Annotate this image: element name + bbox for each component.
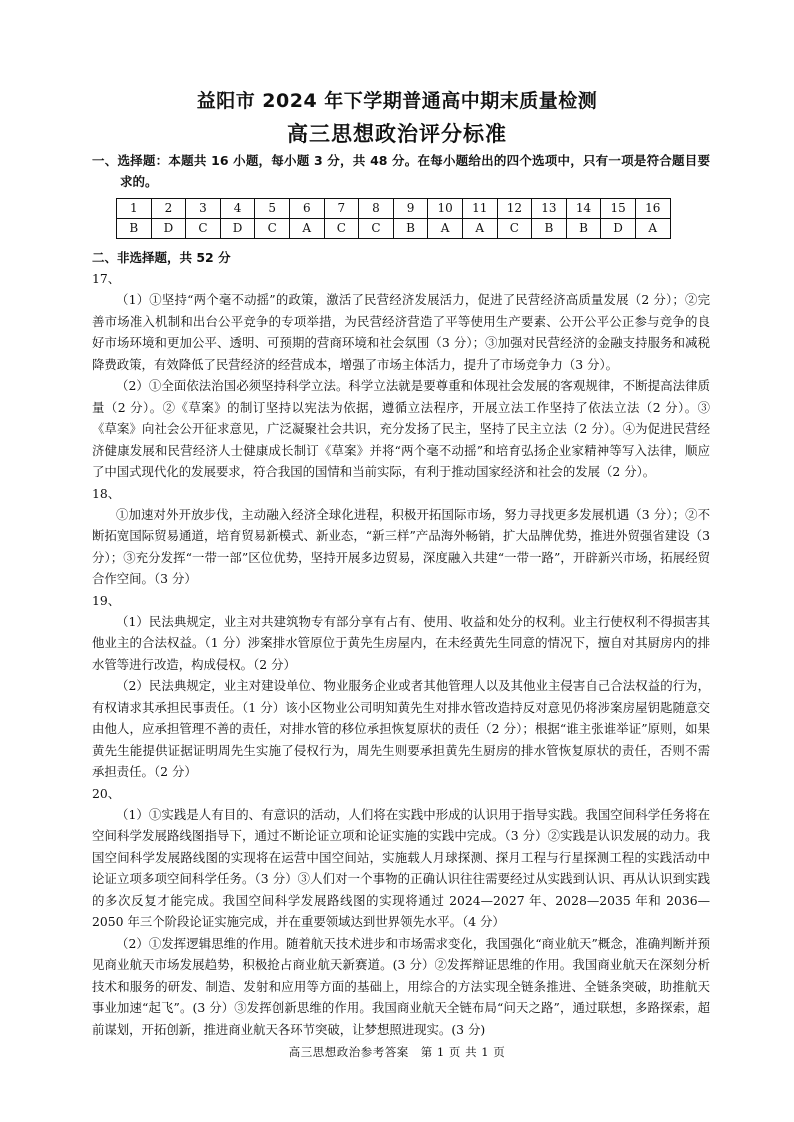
question-number-row [117, 199, 671, 219]
question-number-cell: 13 [532, 199, 567, 219]
question-number: 17、 [92, 271, 121, 286]
answer-cell: A [428, 219, 463, 239]
question-number: 18、 [92, 485, 121, 501]
question-number-cell: 10 [428, 199, 463, 219]
question-number-cell: 15 [601, 199, 636, 219]
questions-list [92, 268, 710, 1040]
answer-paragraph: （2）①发挥逻辑思维的作用。随着航天技术进步和市场需求变化，我国强化“商业航天”概念，准确判断并预见商业航天市场发展趋势，积极抢占商业航天新赛道。(3 分）②发挥辩证思维的作用。我国商业航天在深刻分析技术和服务的研发、制造、发射和应用等方面的基础上，用综合的方法实现全链条推进、全链条突破，助推航天事业加速“起飞”。(3 分）③发挥创新思维的作用。我国商业航天全链布局“问天之路”，通过联想，多路探索，超前谋划，开拓创新，推进商业航天各环节突破，让梦想照进现实。(3 分) [92, 935, 710, 1037]
answer-cell: C [359, 219, 394, 239]
question-number-cell: 12 [497, 199, 532, 219]
answer-cell: B [393, 219, 428, 239]
answer-paragraph: （2）①全面依法治国必须坚持科学立法。科学立法就是要尊重和体现社会发展的客观规律，不断提高法律质量（2 分）。②《草案》的制订坚持以宪法为依据，遵循立法程序，开展立法工作坚持了依法立法（2 分）。③《草案》向社会公开征求意见，广泛凝聚社会共识，充分发扬了民主，坚持了民主立法（2 分）。④为促进民营经济健康发展和民营经济人士健康成长制订《草案》并将“两个毫不动摇”和培育弘扬企业家精神等写入法律，顺应了中国式现代化的发展要求，符合我国的国情和当前实际，有利于推动国家经济和社会的发展（2 分）。 [92, 378, 710, 479]
document-subtitle: 高三思想政治评分标准 [287, 122, 507, 146]
answer-cell: A [635, 219, 670, 239]
question-number-cell: 4 [220, 199, 255, 219]
answer-cell: C [324, 219, 359, 239]
question-number-cell: 5 [255, 199, 290, 219]
document-title: 益阳市 2024 年下学期普通高中期末质量检测 [196, 90, 598, 112]
answer-cell: C [255, 219, 290, 239]
question-number-cell: 7 [324, 199, 359, 219]
section2-title: 二、非选择题，共 52 分 [92, 250, 231, 265]
answer-cell: A [462, 219, 497, 239]
answer-paragraph: ①加速对外开放步伐，主动融入经济全球化进程，积极开拓国际市场，努力寻找更多发展机遇（3 分）；②不断拓宽国际贸易通道，培育贸易新模式、新业态，“新三样”产品海外畅销，扩大品牌优势，推进外贸强省建设（3 分）；③充分发挥“一带一部”区位优势，坚持开展多边贸易，深度融入共建“一带一路”，开辟新兴市场，拓展经贸合作空间。（3 分） [92, 506, 710, 586]
section1-title: 一、选择题：本题共 16 小题，每小题 3 分，共 48 分。在每小题给出的四个选项中，只有一项是符合题目要求的。 [92, 153, 710, 189]
answer-cell: D [601, 219, 636, 239]
answer-cell: D [220, 219, 255, 239]
question-number-cell: 8 [359, 199, 394, 219]
question-number-cell: 11 [462, 199, 497, 219]
answer-cell: A [289, 219, 324, 239]
question-block [92, 483, 710, 590]
question-number-cell: 2 [151, 199, 186, 219]
answer-cell: B [117, 219, 152, 239]
answer-row [117, 219, 671, 239]
question-number-cell: 16 [635, 199, 670, 219]
answer-paragraph: （1）民法典规定，业主对共建筑物专有部分享有占有、使用、收益和处分的权利。业主行使权利不得损害其他业主的合法权益。（1 分）涉案排水管原位于黄先生房屋内，在未经黄先生同意的情况下，擅自对其厨房内的排水管等进行改造，构成侵权。（2 分） [92, 613, 710, 672]
question-number: 19、 [92, 592, 121, 608]
answer-cell: B [532, 219, 567, 239]
question-number-cell: 3 [186, 199, 221, 219]
question-number-cell: 9 [393, 199, 428, 219]
question-number-cell: 14 [566, 199, 601, 219]
question-block [92, 783, 710, 1041]
answer-table [116, 198, 671, 239]
answer-cell: C [186, 219, 221, 239]
question-number-cell: 6 [289, 199, 324, 219]
answer-cell: B [566, 219, 601, 239]
question-number-cell: 1 [117, 199, 152, 219]
question-number: 20、 [92, 785, 121, 801]
answer-paragraph: （1）①实践是人有目的、有意识的活动，人们将在实践中形成的认识用于指导实践。我国空间科学任务将在空间科学发展路线图指导下，通过不断论证立项和论证实施的实践中完成。（3 分）②实践是认识发展的动力。我国空间科学发展路线图的实现将在运营中国空间站，实施载人月球探测、探月工程与行星探测工程的实践活动中论证立项多项空间科学任务。（3 分）③人们对一个事物的正确认识往往需要经过从实践到认识、再从认识到实践的多次反复才能完成。我国空间科学发展路线图的实现将通过 2024—2027 年、2028—2035 年和 2036—2050 年三个阶段论证实施完成，并在重要领域达到世界领先水平。（4 分） [92, 806, 710, 929]
answer-cell: C [497, 219, 532, 239]
answer-paragraph: （1）①坚持“两个毫不动摇”的政策，激活了民营经济发展活力，促进了民营经济高质量发展（2 分）；②完善市场准入机制和出台公平竞争的专项举措，为民营经济营造了平等使用生产要素、公开公平公正参与竞争的良好市场环境和更加公平、透明、可预期的营商环境和社会氛围（3 分）；③加强对民营经济的金融支持服务和减税降费政策，有效降低了民营经济的经营成本，增强了市场主体活力，提升了市场竞争力（3 分）。 [92, 292, 710, 372]
main-content [92, 150, 710, 1040]
answer-paragraph: （2）民法典规定，业主对建设单位、物业服务企业或者其他管理人以及其他业主侵害自己合法权益的行为，有权请求其承担民事责任。（1 分）该小区物业公司明知黄先生对排水管改造持反对意见仍将涉案房屋钥匙随意交由他人，应承担管理不善的责任，对排水管的移位承担恢复原状的责任（2 分）；根据“谁主张谁举证”原则，如果黄先生能提供证据证明周先生实施了侵权行为，周先生则要承担黄先生厨房的排水管恢复原状的责任，否则不需承担责任。（2 分） [92, 678, 710, 779]
question-block [92, 268, 710, 483]
question-block [92, 590, 710, 783]
page-footer: 高三思想政治参考答案 第 1 页 共 1 页 [288, 1045, 506, 1059]
answer-cell: D [151, 219, 186, 239]
